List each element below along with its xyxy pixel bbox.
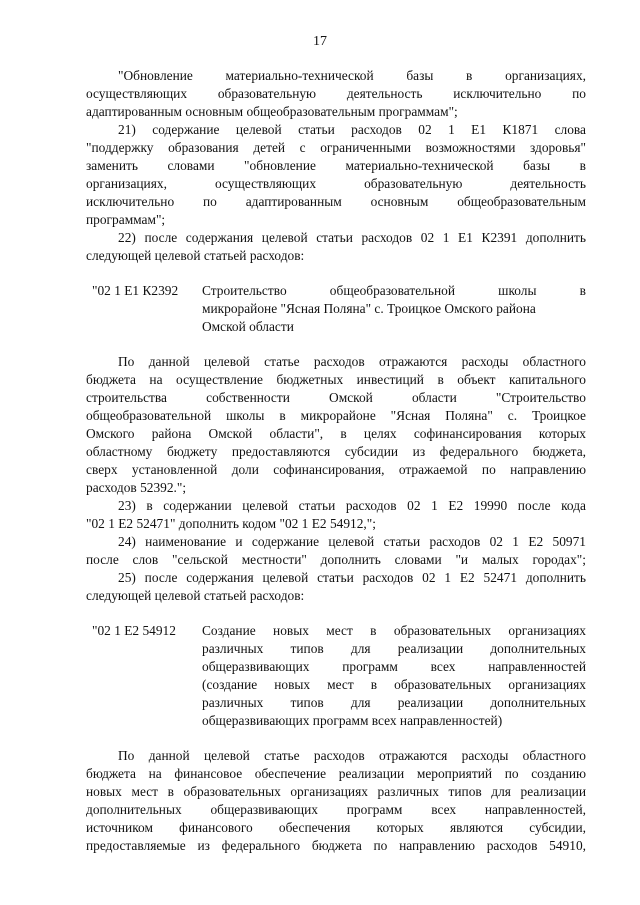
- text-line: "Обновление материально-технической базы в организациях,: [118, 68, 586, 83]
- text-line: новых мест в образовательных организациях различных типов для реализации: [86, 784, 586, 799]
- budget-code: "02 1 Е2 54912: [92, 623, 176, 638]
- entry-description-line: Омской области: [202, 319, 294, 334]
- entry-description-line: общеразвивающих программ всех направленностей): [202, 713, 503, 728]
- text-line: дополнительных общеразвивающих программ всех направленностей,: [86, 802, 586, 817]
- text-line: общеобразовательной школы в микрорайоне "Ясная Поляна" с. Троицкое: [86, 408, 586, 423]
- text-line: бюджета на финансовое обеспечение реализации мероприятий по созданию: [86, 766, 586, 781]
- entry-description-line: различных типов для реализации дополнительных: [202, 641, 586, 656]
- budget-code: "02 1 Е1 К2392: [92, 283, 179, 298]
- text-line: организациях, осуществляющих образовательную деятельность: [86, 176, 586, 191]
- text-line: предоставляемые из федерального бюджета по направлению расходов 54910,: [86, 838, 586, 853]
- text-line: следующей целевой статьей расходов:: [86, 588, 305, 603]
- entry-description-line: общеразвивающих программ всех направленностей: [202, 659, 586, 674]
- text-line: строительства собственности Омской области "Строительство: [86, 390, 586, 405]
- text-line: 23) в содержании целевой статьи расходов 02 1 Е2 19990 после кода: [118, 498, 586, 513]
- text-line: 22) после содержания целевой статьи расходов 02 1 Е1 К2391 дополнить: [118, 230, 586, 245]
- text-line: 25) после содержания целевой статьи расходов 02 1 Е2 52471 дополнить: [118, 570, 586, 585]
- text-line: 21) содержание целевой статьи расходов 02 1 Е1 К1871 слова: [118, 122, 586, 137]
- text-line: осуществляющих образовательную деятельность исключительно по: [86, 86, 586, 101]
- text-line: следующей целевой статьей расходов:: [86, 248, 305, 263]
- entry-description-line: различных типов для реализации дополнительных: [202, 695, 586, 710]
- text-line: после слов "сельской местности" дополнить словами "и малых городах";: [86, 552, 586, 567]
- text-line: По данной целевой статье расходов отражаются расходы областного: [118, 354, 586, 369]
- entry-description-line: микрорайоне "Ясная Поляна" с. Троицкое Омского района: [202, 301, 536, 316]
- text-line: бюджета на осуществление бюджетных инвестиций в объект капитального: [86, 372, 586, 387]
- text-line: 24) наименование и содержание целевой статьи расходов 02 1 Е2 50971: [118, 534, 586, 549]
- entry-description-line: Создание новых мест в образовательных организациях: [202, 623, 586, 638]
- text-line: сверх установленной доли софинансирования, отражаемой по направлению: [86, 462, 586, 477]
- entry-description-line: (создание новых мест в образовательных организациях: [202, 677, 586, 692]
- text-line: расходов 52392.";: [86, 480, 187, 495]
- text-line: адаптированным основным общеобразовательным программам";: [86, 104, 458, 119]
- text-line: "поддержку образования детей с ограниченными возможностями здоровья": [86, 140, 586, 155]
- entry-description-line: Строительство общеобразовательной школы в: [202, 283, 586, 298]
- text-line: исключительно по адаптированным основным общеобразовательным: [86, 194, 586, 209]
- page-number: 17: [313, 34, 327, 49]
- text-line: заменить словами "обновление материально-технической базы в: [86, 158, 586, 173]
- text-line: "02 1 Е2 52471" дополнить кодом "02 1 Е2 54912,";: [86, 516, 376, 531]
- text-line: источником финансового обеспечения которых являются субсидии,: [86, 820, 586, 835]
- text-line: По данной целевой статье расходов отражаются расходы областного: [118, 748, 586, 763]
- text-line: Омского района Омской области", в целях софинансирования которых: [86, 426, 586, 441]
- text-line: программам";: [86, 212, 166, 227]
- text-line: областному бюджету предоставляются субсидии из федерального бюджета,: [86, 444, 586, 459]
